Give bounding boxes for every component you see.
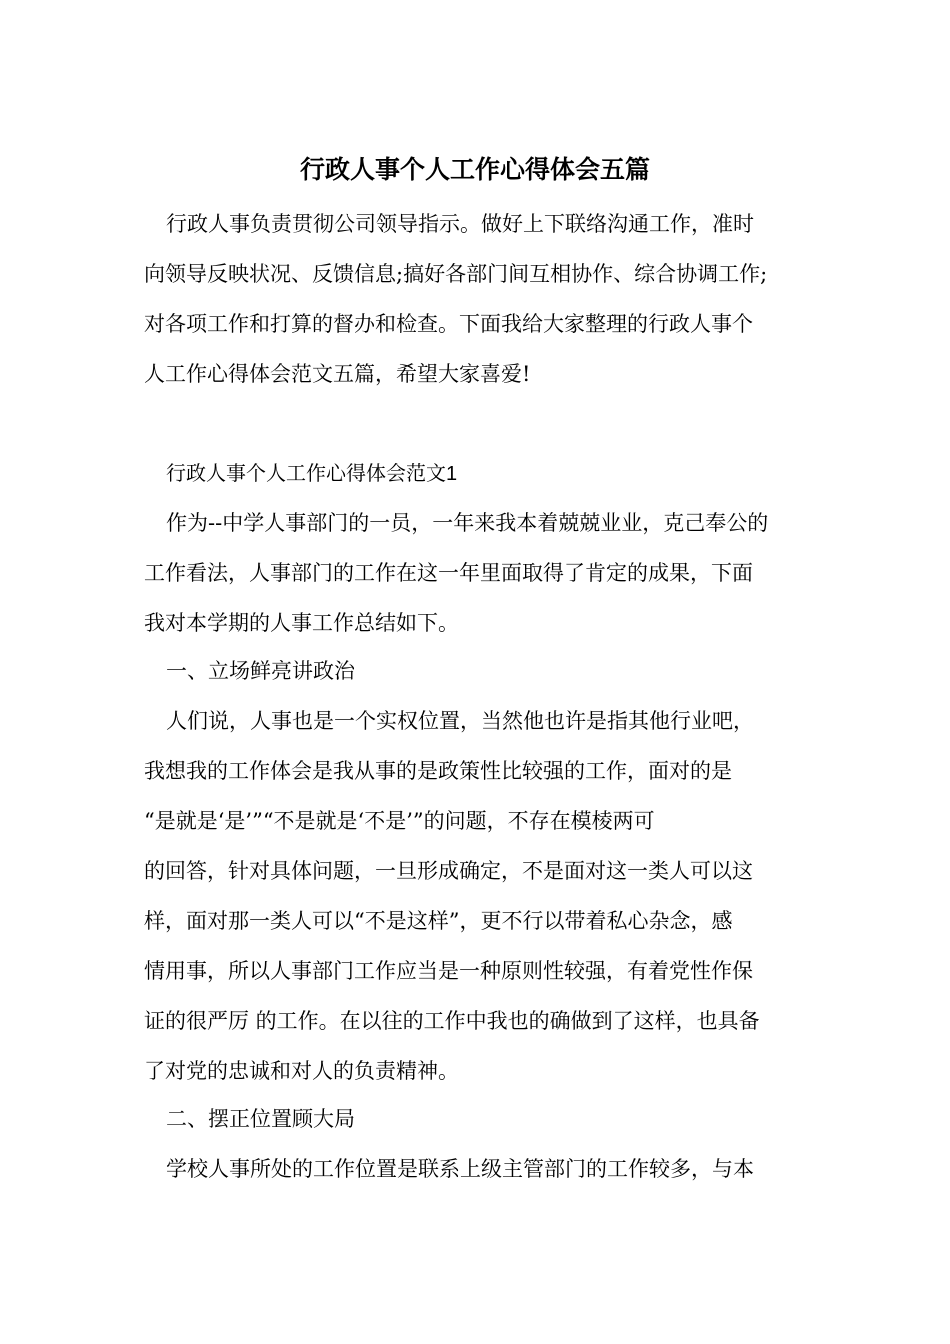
paragraph-line: 作为--中学人事部门的一员，一年来我本着兢兢业业，克己奉公的	[166, 511, 769, 535]
paragraph-line: 证的很严厉 的工作。在以往的工作中我也的确做到了这样，也具备	[144, 1009, 760, 1033]
intro-line: 对各项工作和打算的督办和检查。下面我给大家整理的行政人事个	[144, 312, 753, 336]
paragraph-line: 我想我的工作体会是我从事的是政策性比较强的工作，面对的是	[144, 759, 732, 783]
paragraph-line: 学校人事所处的工作位置是联系上级主管部门的工作较多，与本	[166, 1157, 754, 1181]
paragraph-line: 的回答，针对具体问题，一旦形成确定，不是面对这一类人可以这	[144, 859, 753, 883]
intro-line: 向领导反映状况、反馈信息;搞好各部门间互相协作、综合协调工作;	[144, 262, 768, 286]
intro-line: 人工作心得体会范文五篇，希望大家喜爱!	[144, 362, 531, 386]
paragraph-line: 情用事，所以人事部门工作应当是一种原则性较强，有着党性作保	[144, 959, 753, 983]
paragraph-line: 人们说，人事也是一个实权位置，当然他也许是指其他行业吧，	[166, 709, 754, 733]
document-title: 行政人事个人工作心得体会五篇	[299, 155, 650, 184]
intro-line: 行政人事负责贯彻公司领导指示。做好上下联络沟通工作，准时	[166, 212, 754, 236]
paragraph-line: 了对党的忠诚和对人的负责精神。	[144, 1059, 459, 1083]
paragraph-line: 我对本学期的人事工作总结如下。	[144, 611, 459, 635]
section-heading: 二、摆正位置顾大局	[166, 1107, 355, 1131]
section-heading: 一、立场鲜亮讲政治	[166, 659, 355, 683]
section-title: 行政人事个人工作心得体会范文1	[166, 463, 458, 485]
paragraph-line: “是就是‘是’”“不是就是‘不是’”的问题，不存在模棱两可	[144, 809, 655, 833]
paragraph-line: 工作看法，人事部门的工作在这一年里面取得了肯定的成果，下面	[144, 561, 753, 585]
paragraph-line: 样，面对那一类人可以“不是这样”，更不行以带着私心杂念，感	[144, 909, 733, 933]
